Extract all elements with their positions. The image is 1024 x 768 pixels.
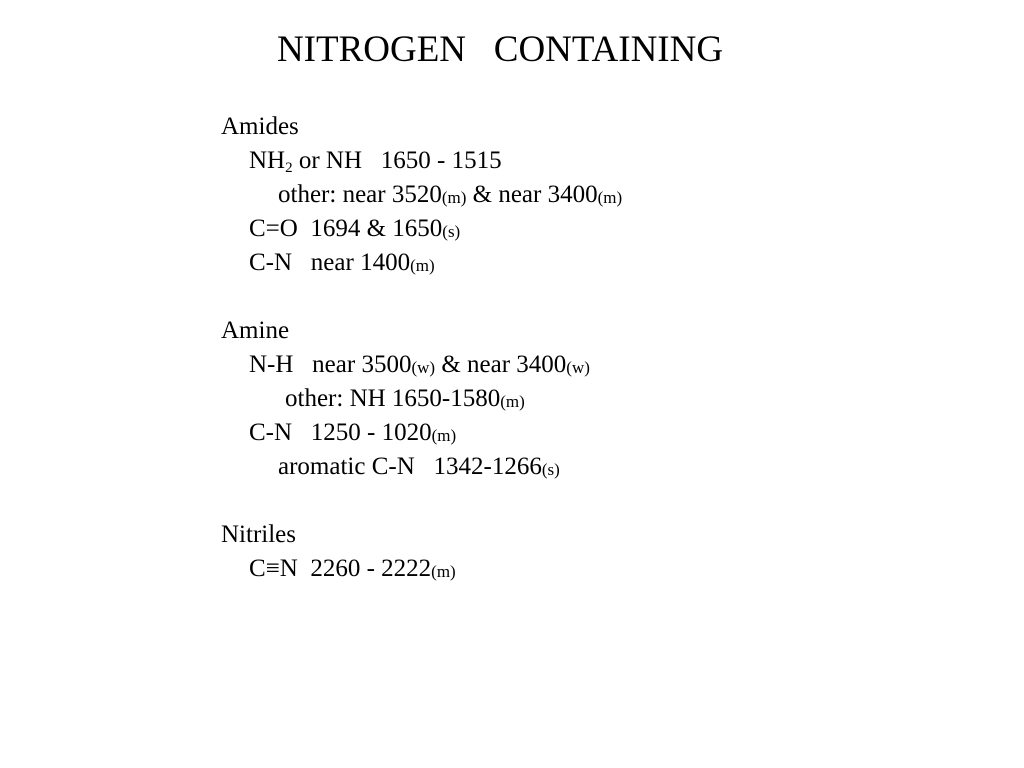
amine-nh-text: N-H near 3500: [249, 351, 412, 378]
section-heading-nitriles: Nitriles: [221, 521, 296, 548]
amides-co-text: C=O 1694 & 1650: [249, 215, 443, 242]
intensity-tag: (s): [541, 460, 560, 479]
amine-aromatic-line: [221, 450, 622, 484]
amine-cn-line: [221, 416, 622, 450]
intensity-tag: (m): [441, 188, 467, 207]
intensity-tag: (s): [442, 222, 461, 241]
section-spacer: [221, 280, 622, 314]
intensity-tag: (m): [431, 562, 456, 581]
intensity-tag: (m): [597, 188, 623, 207]
intensity-tag: (w): [566, 358, 590, 377]
amides-cn-line: [221, 246, 622, 280]
content-body: [221, 110, 622, 586]
page-title: NITROGEN CONTAINING: [276, 29, 724, 70]
intensity-tag: (m): [431, 426, 457, 445]
amine-aromatic-text: aromatic C-N 1342-1266: [278, 453, 542, 480]
section-heading-amine: Amine: [221, 317, 290, 344]
amine-other-line: [221, 382, 622, 416]
amides-other-line: [221, 178, 622, 212]
amine-other-text: other: NH 1650-1580: [285, 385, 501, 412]
amides-nh-range: or NH 1650 - 1515: [292, 147, 502, 174]
amides-other-middle: & near 3400: [466, 181, 598, 208]
amides-nh-line: [221, 144, 622, 178]
amides-other-text: other: near 3520: [278, 181, 442, 208]
nitriles-cn-line: [221, 552, 622, 586]
amine-cn-text: C-N 1250 - 1020: [249, 419, 432, 446]
section-heading-amides: Amides: [221, 113, 299, 140]
amine-nh-line: [221, 348, 622, 382]
intensity-tag: (m): [410, 256, 435, 275]
amides-co-line: [221, 212, 622, 246]
amides-cn-text: C-N near 1400: [249, 249, 411, 276]
section-spacer: [221, 484, 622, 518]
amides-nh-subscript: 2: [285, 160, 293, 176]
nitriles-cn-text: C≡N 2260 - 2222: [249, 555, 432, 582]
intensity-tag: (w): [411, 358, 436, 377]
amides-nh-label: NH: [249, 147, 286, 174]
amine-nh-middle: & near 3400: [435, 351, 567, 378]
intensity-tag: (m): [500, 392, 525, 411]
